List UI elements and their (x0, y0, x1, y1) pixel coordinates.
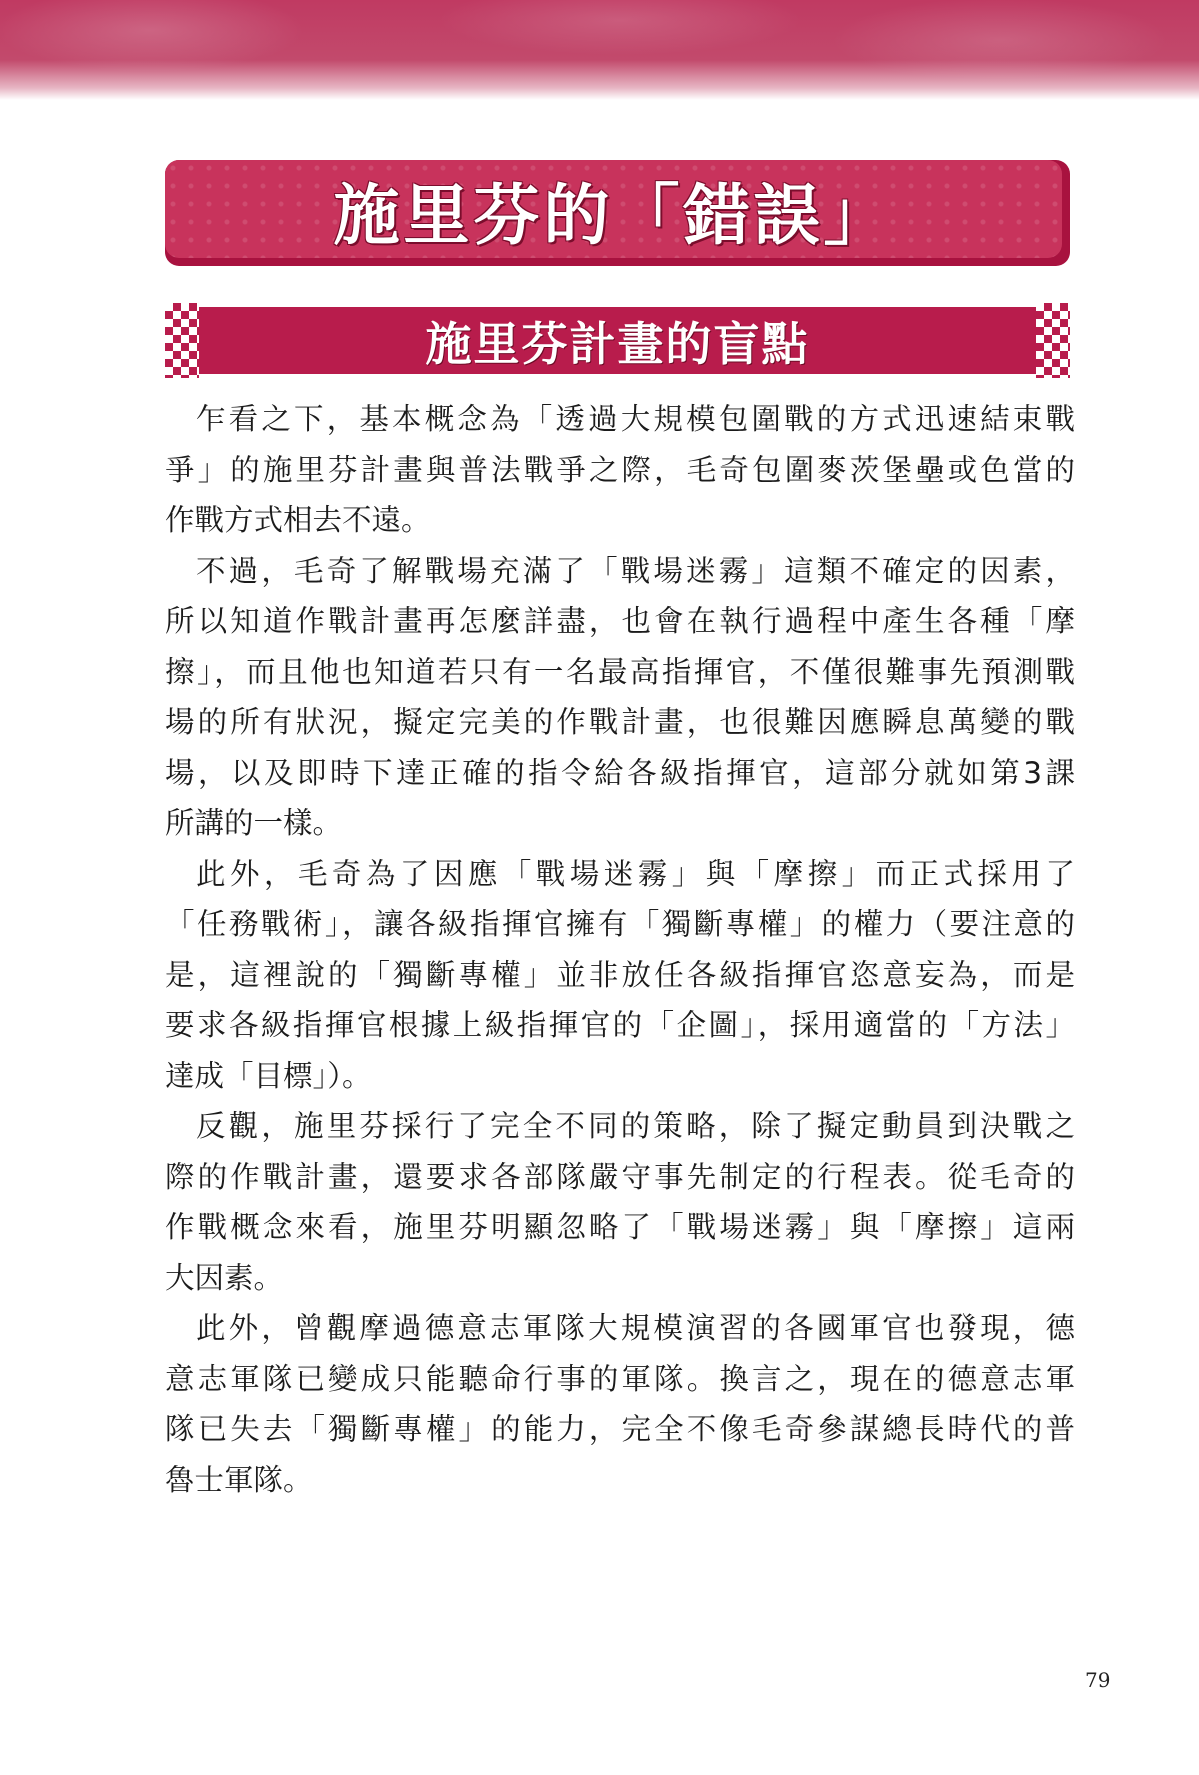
text-line: 乍看之下，基本概念為「透過大規模包圍戰的方式迅速結束戰 (196, 402, 1075, 436)
text-line: 際的作戰計畫，還要求各部隊嚴守事先制定的行程表。從毛奇的 (165, 1159, 1075, 1194)
text-line: 反觀，施里芬採行了完全不同的策略，除了擬定動員到決戰之 (196, 1109, 1075, 1143)
checker-ornament-left (165, 303, 199, 378)
text-line: 是，這裡說的「獨斷專權」並非放任各級指揮官恣意妄為，而是 (165, 957, 1075, 992)
text-line: 意志軍隊已變成只能聽命行事的軍隊。換言之，現在的德意志軍 (165, 1361, 1075, 1396)
text-line: 此外，毛奇為了因應「戰場迷霧」與「摩擦」而正式採用了 (196, 856, 1075, 891)
checker-ornament-right (1036, 303, 1070, 378)
page-number: 79 (1085, 1668, 1111, 1692)
chapter-title: 施里芬的「錯誤」 (333, 175, 894, 254)
text-line: 場，以及即時下達正確的指令給各級指揮官，這部分就如第3課 (165, 755, 1075, 790)
decorative-top-banner (0, 0, 1199, 100)
section-title: 施里芬計畫的盲點 (425, 316, 810, 371)
text-line: 要求各級指揮官根據上級指揮官的「企圖」，採用適當的「方法」 (165, 1008, 1075, 1042)
text-line: 不過，毛奇了解戰場充滿了「戰場迷霧」這類不確定的因素， (196, 553, 1075, 588)
section-heading-band (199, 307, 1036, 374)
text-line: 魯士軍隊。 (165, 1462, 313, 1497)
text-line: 場的所有狀況，擬定完美的作戰計畫，也很難因應瞬息萬變的戰 (165, 705, 1075, 739)
text-line: 擦」，而且他也知道若只有一名最高指揮官，不僅很難事先預測戰 (165, 654, 1075, 689)
chapter-title-box (165, 160, 1070, 266)
text-line: 達成「目標」）。 (165, 1058, 372, 1093)
body-text (165, 394, 1075, 1505)
text-line: 作戰方式相去不遠。 (165, 503, 431, 537)
text-line: 作戰概念來看，施里芬明顯忽略了「戰場迷霧」與「摩擦」這兩 (165, 1210, 1075, 1244)
chapter-title-panel (165, 160, 1062, 258)
text-line: 隊已失去「獨斷專權」的能力，完全不像毛奇參謀總長時代的普 (165, 1412, 1075, 1446)
text-line: 爭」的施里芬計畫與普法戰爭之際，毛奇包圍麥茨堡壘或色當的 (165, 452, 1075, 487)
section-heading-bar (165, 303, 1070, 378)
text-line: 此外，曾觀摩過德意志軍隊大規模演習的各國軍官也發現，德 (196, 1311, 1075, 1345)
text-line: 所以知道作戰計畫再怎麼詳盡，也會在執行過程中產生各種「摩 (165, 604, 1075, 638)
text-line: 大因素。 (165, 1260, 284, 1295)
text-line: 「任務戰術」，讓各級指揮官擁有「獨斷專權」的權力（要注意的 (165, 907, 1075, 941)
text-line: 所講的一樣。 (165, 806, 343, 840)
